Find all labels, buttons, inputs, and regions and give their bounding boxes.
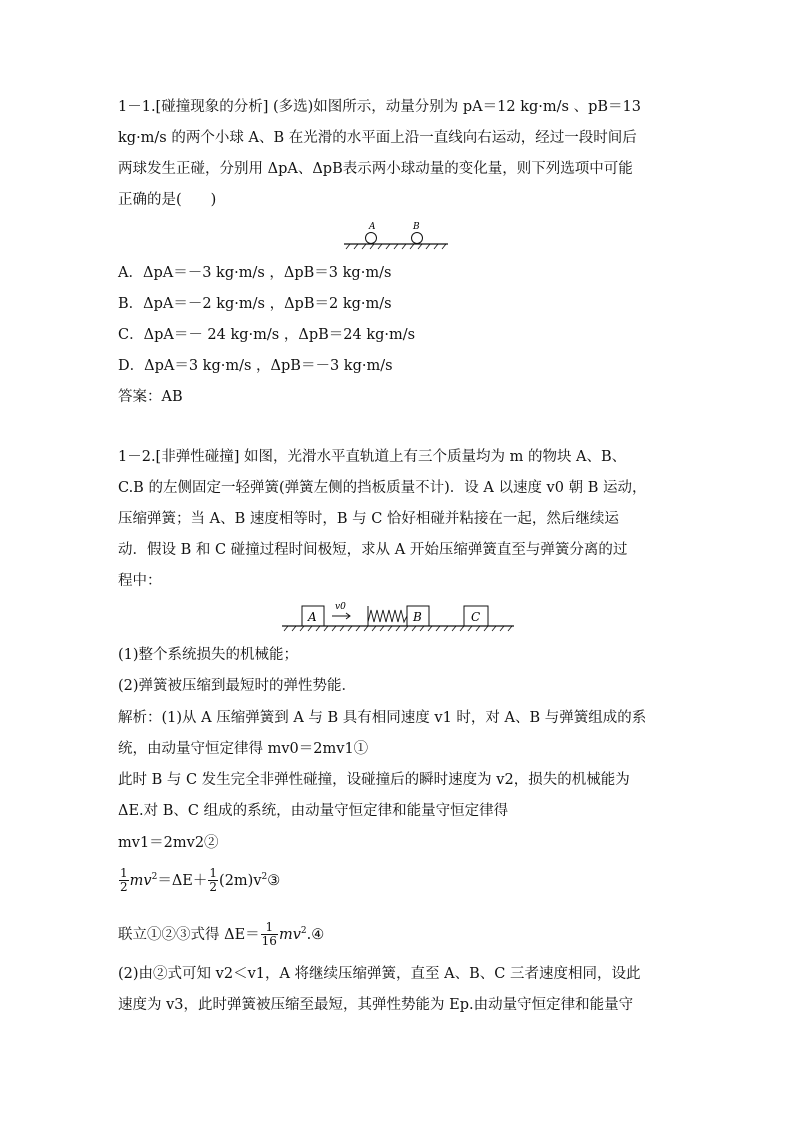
q2-solution-line-3: 此时 B 与 C 发生完全非弹性碰撞，设碰撞后的瞬时速度为 v2，损失的机械能为 bbox=[118, 772, 630, 788]
track-hatch bbox=[284, 626, 512, 631]
q2-solution-eq-4: 联立①②③式得 ΔE＝ $\frac{1}{16}$ $mv^2.④$ bbox=[118, 920, 325, 949]
q1-line-3: 两球发生正碰，分别用 ΔpA、ΔpB表示两小球动量的变化量，则下列选项中可能 bbox=[118, 161, 633, 177]
q1-line-2: kg·m/s 的两个小球 A、B 在光滑的水平面上沿一直线向右运动，经过一段时间后 bbox=[118, 130, 637, 146]
q2-fig-label-c: C bbox=[471, 610, 481, 624]
q2-line-4: 动．假设 B 和 C 碰撞过程时间极短，求从 A 开始压缩弹簧直至与弹簧分离的过 bbox=[118, 542, 628, 558]
q2-fig-label-a: A bbox=[308, 610, 317, 624]
q2-solution-line-4: ΔE.对 B、C 组成的系统，由动量守恒定律和能量守恒定律得 bbox=[118, 803, 509, 819]
q1-line-4: 正确的是( ) bbox=[118, 192, 217, 208]
q2-solution-line-2: 统，由动量守恒定律得 mv0＝2mv1① bbox=[118, 741, 369, 757]
q2-sub-1: (1)整个系统损失的机械能； bbox=[118, 647, 299, 663]
ball-b bbox=[412, 233, 423, 244]
fraction-sixteenth: $\frac{1}{16}$ bbox=[261, 920, 277, 949]
q2-line-1: 1－2.[非弹性碰撞] 如图，光滑水平直轨道上有三个质量均为 m 的物块 A、B、 bbox=[118, 449, 627, 465]
q1-fig-label-b: B bbox=[413, 222, 420, 232]
q2-solution-eq-3: $\frac{1}{2}$ $mv^2=\Delta E+$ $\frac{1}{2}$ $(2m)v^2③$ bbox=[120, 866, 281, 895]
q2-line-5: 程中： bbox=[118, 573, 162, 589]
q1-option-d: D．ΔpA＝3 kg·m/s ，ΔpB＝－3 kg·m/s bbox=[118, 358, 393, 374]
ground-hatch bbox=[346, 244, 446, 249]
spring-icon bbox=[368, 610, 407, 622]
q2-figure-blocks-spring bbox=[280, 598, 516, 634]
q1-option-b: B．ΔpA＝－2 kg·m/s ，ΔpB＝2 kg·m/s bbox=[118, 296, 392, 312]
q1-figure-two-balls bbox=[340, 218, 452, 252]
q1-answer: 答案：AB bbox=[118, 389, 183, 405]
q2-solution-line-1: 解析：(1)从 A 压缩弹簧到 A 与 B 具有相同速度 v1 时，对 A、B 与弹簧组成的系 bbox=[118, 710, 647, 726]
ball-a bbox=[366, 233, 377, 244]
q1-line-1: 1－1.[碰撞现象的分析] (多选)如图所示，动量分别为 pA＝12 kg·m/s 、pB＝13 bbox=[118, 99, 641, 115]
q2-line-2: C.B 的左侧固定一轻弹簧(弹簧左侧的挡板质量不计)．设 A 以速度 v0 朝 B 运动， bbox=[118, 480, 647, 496]
q2-fig-label-b: B bbox=[413, 610, 422, 624]
q1-option-a: A．ΔpA＝－3 kg·m/s ，ΔpB＝3 kg·m/s bbox=[118, 265, 392, 281]
fraction-half-2: $\frac{1}{2}$ bbox=[209, 866, 218, 895]
q2-sub-2: (2)弹簧被压缩到最短时的弹性势能． bbox=[118, 678, 357, 694]
fraction-half: $\frac{1}{2}$ bbox=[120, 866, 128, 895]
q2-solution-line-8: (2)由②式可知 v2＜v1，A 将继续压缩弹簧，直至 A、B、C 三者速度相同，设此 bbox=[118, 966, 641, 982]
q2-fig-label-v0: v0 bbox=[335, 602, 346, 612]
q1-fig-label-a: A bbox=[369, 222, 376, 232]
q2-solution-eq-2: mv1＝2mv2② bbox=[118, 835, 219, 851]
q2-solution-line-9: 速度为 v3，此时弹簧被压缩至最短，其弹性势能为 Ep.由动量守恒定律和能量守 bbox=[118, 997, 634, 1013]
q1-option-c: C．ΔpA＝－ 24 kg·m/s ，ΔpB＝24 kg·m/s bbox=[118, 327, 416, 343]
q2-line-3: 压缩弹簧；当 A、B 速度相等时，B 与 C 恰好相碰并粘接在一起，然后继续运 bbox=[118, 511, 619, 527]
